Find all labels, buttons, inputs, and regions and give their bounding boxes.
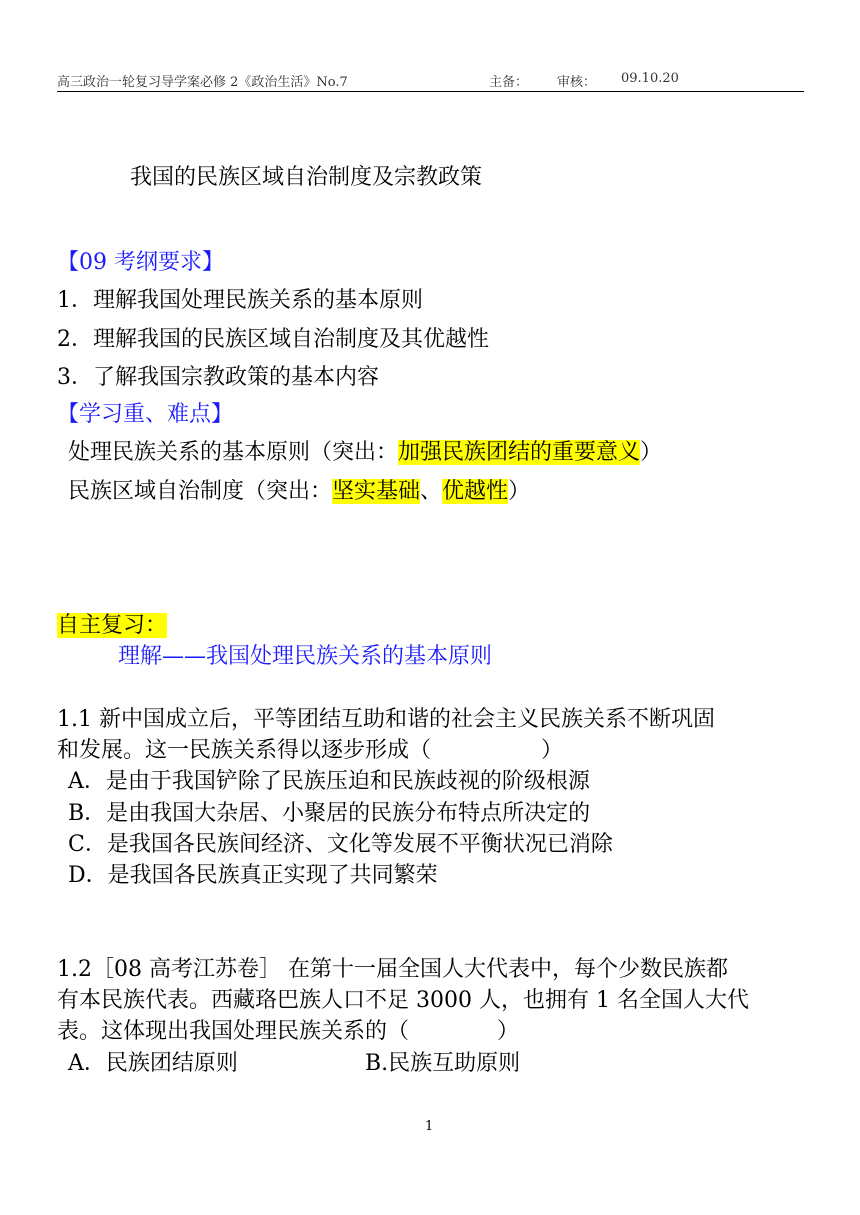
- page-header: [57, 71, 804, 92]
- question-1-2-option-b: B.民族互助原则: [365, 1051, 521, 1076]
- key-point-line-1: [68, 438, 662, 468]
- header-course: 高三政治一轮复习导学案必修 2《政治生活》No.7: [57, 75, 348, 90]
- highlighted-text: 坚实基础: [332, 479, 421, 504]
- key-point-text: 、: [420, 479, 443, 504]
- self-review-heading: [57, 611, 167, 641]
- question-1-1-stem: 1.1 新中国成立后，平等团结互助和谐的社会主义民族关系不断巩固: [57, 707, 715, 732]
- key-point-text: 民族区域自治制度（突出：: [68, 479, 333, 504]
- page-number: 1: [425, 1119, 434, 1134]
- requirement-item: 2．理解我国的民族区域自治制度及其优越性: [57, 327, 489, 352]
- question-1-1-option-d: D．是我国各民族真正实现了共同繁荣: [68, 863, 438, 888]
- highlighted-text: 优越性: [442, 479, 509, 504]
- header-reviewer-label: 审核：: [557, 75, 597, 90]
- key-point-line-2: [68, 477, 530, 507]
- self-review-heading-text: 自主复习：: [57, 613, 168, 638]
- document-title: 我国的民族区域自治制度及宗教政策: [130, 165, 483, 190]
- header-date: 09.10.20: [621, 71, 679, 86]
- question-1-1-stem: 和发展。这一民族关系得以逐步形成（ ）: [57, 738, 564, 763]
- key-point-text: ）: [640, 440, 663, 465]
- question-1-1-option-a: A．是由于我国铲除了民族压迫和民族歧视的阶级根源: [68, 769, 590, 794]
- question-1-1-option-b: B．是由我国大杂居、小聚居的民族分布特点所决定的: [68, 801, 591, 826]
- header-author-label: 主备：: [489, 75, 529, 90]
- key-point-text: 处理民族关系的基本原则（突出：: [68, 440, 399, 465]
- key-points-heading: 【学习重、难点】: [57, 402, 234, 427]
- question-1-2-option-a: A．民族团结原则: [68, 1051, 238, 1076]
- question-1-2-stem: 1.2［08 高考江苏卷］ 在第十一届全国人大代表中，每个少数民族都: [57, 957, 728, 982]
- key-point-text: ）: [508, 479, 531, 504]
- highlighted-text: 加强民族团结的重要意义: [398, 440, 641, 465]
- question-1-2-stem: 有本民族代表。西藏珞巴族人口不足 3000 人，也拥有 1 名全国人大代: [57, 988, 749, 1013]
- requirements-heading: 【09 考纲要求】: [57, 250, 224, 275]
- question-1-1-option-c: C．是我国各民族间经济、文化等发展不平衡状况已消除: [68, 832, 613, 857]
- requirement-item: 1．理解我国处理民族关系的基本原则: [57, 288, 423, 313]
- self-review-subheading: 理解——我国处理民族关系的基本原则: [118, 644, 493, 669]
- requirement-item: 3．了解我国宗教政策的基本内容: [57, 365, 379, 390]
- question-1-2-stem: 表。这体现出我国处理民族关系的（ ）: [57, 1019, 520, 1044]
